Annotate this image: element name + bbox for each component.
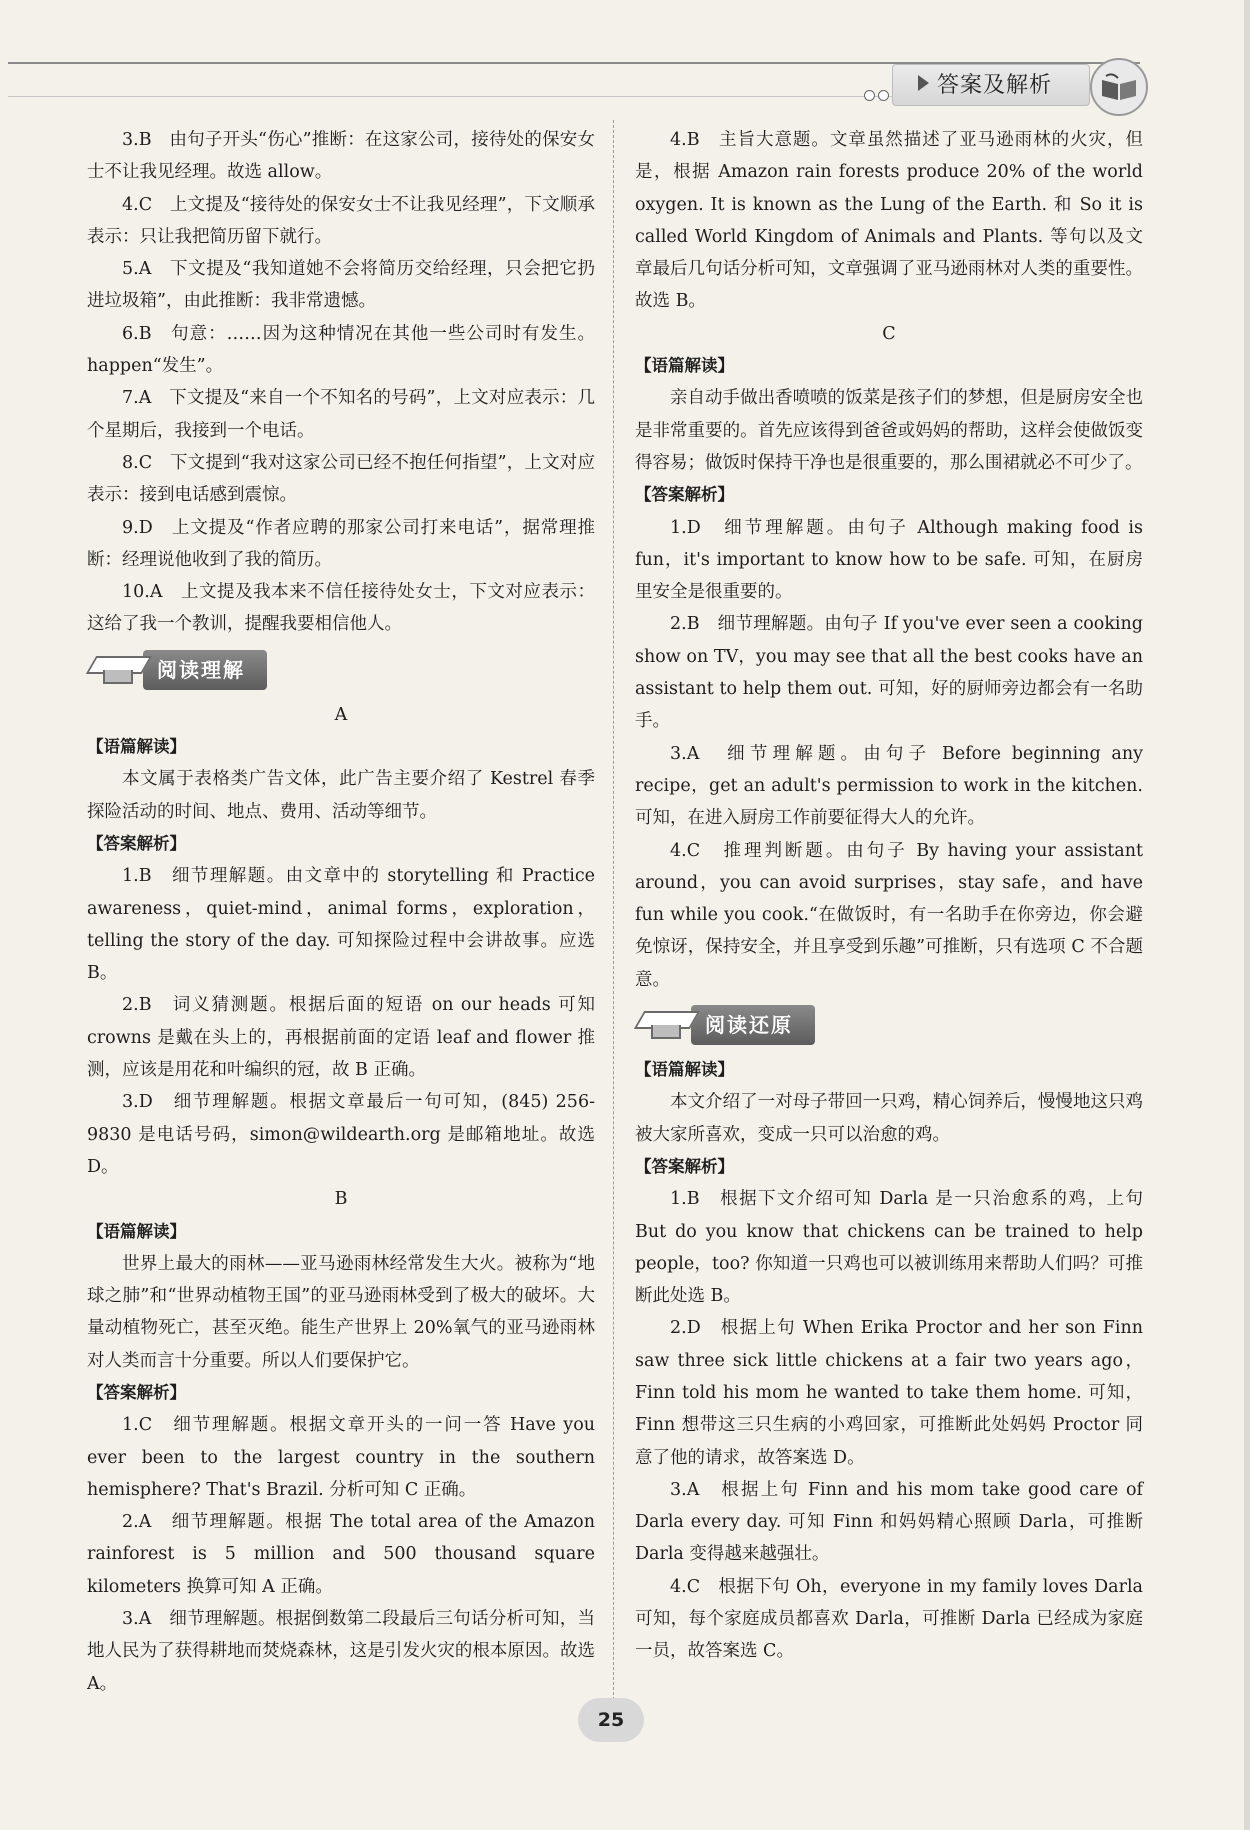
discourse-heading: 【语篇解读】 [635, 356, 734, 376]
answer-paragraph: 9.D 上文提及“作者应聘的那家公司打来电话”，据常理推断：经理说他收到了我的简历。 [87, 517, 595, 570]
header-rule-thin [8, 96, 950, 97]
answer-paragraph: 3.D 细节理解题。根据文章最后一句可知，(845) 256-9830 是电话号码，simon@wildearth.org 是邮箱地址。故选 D。 [87, 1092, 595, 1177]
answer-paragraph: 6.B 句意：……因为这种情况在其他一些公司时有发生。happen“发生”。 [87, 323, 595, 377]
section-letter: A [334, 704, 348, 725]
answer-paragraph: 3.A 细节理解题。由句子 Before beginning any recipe，get an adult's permission to work in the kitchen. 可知，在进入厨房工作前要征得大人的允许。 [635, 743, 1143, 829]
graduation-cap-icon [87, 650, 149, 690]
left-column [87, 124, 595, 1700]
answer-paragraph: 1.B 根据下文介绍可知 Darla 是一只治愈系的鸡，上句 But do you know that chickens can be trained to help people，too? 你知道一只鸡也可以被训练用来帮助人们吗？可推断此处选 B。 [635, 1189, 1143, 1307]
page-number: 25 [578, 1698, 644, 1742]
column-divider [613, 120, 614, 1710]
answer-paragraph: 3.A 细节理解题。根据倒数第二段最后三句话分析可知，当地人民为了获得耕地而焚烧森林，这是引发火灾的根本原因。故选 A。 [87, 1609, 595, 1694]
discourse-heading: 【语篇解读】 [87, 737, 186, 757]
answer-paragraph: 2.A 细节理解题。根据 The total area of the Amazon rainforest is 5 million and 500 thousand square kilometers 换算可知 A 正确。 [87, 1512, 595, 1597]
header-title: 答案及解析 [937, 73, 1053, 98]
answer-heading: 【答案解析】 [87, 833, 186, 853]
answer-paragraph: 4.C 根据下句 Oh，everyone in my family loves Darla 可知，每个家庭成员都喜欢 Darla，可推断 Darla 已经成为家庭一员，故答案选 C。 [635, 1576, 1143, 1662]
answer-paragraph: 4.C 推理判断题。由句子 By having your assistant around，you can avoid surprises，stay safe，and have fun while you cook.“在做饭时，有一名助手在你旁边，你会避免惊讶，保持安全，并且享受到乐趣”可推断，只有选项 C 不合题意。 [635, 840, 1143, 990]
right-column [635, 124, 1143, 1668]
section-banner-reading [87, 647, 595, 693]
answer-paragraph: 1.C 细节理解题。根据文章开头的一问一答 Have you ever been to the largest country in the southern hemisphere? That's Brazil. 分析可知 C 正确。 [87, 1415, 595, 1500]
discourse-heading: 【语篇解读】 [87, 1221, 186, 1241]
section-banner-restore [635, 1002, 1143, 1048]
banner-label: 阅读还原 [691, 1005, 815, 1045]
answer-heading: 【答案解析】 [635, 485, 734, 505]
section-letter: C [882, 323, 896, 344]
answer-paragraph: 2.B 词义猜测题。根据后面的短语 on our heads 可知 crowns 是戴在头上的，再根据前面的定语 leaf and flower 推测，应该是用花和叶编织的冠，故 B 正确。 [87, 995, 595, 1081]
book-icon [1090, 58, 1148, 116]
banner-label: 阅读理解 [143, 650, 267, 690]
scan-edge [1244, 0, 1250, 1830]
discourse-heading: 【语篇解读】 [635, 1060, 734, 1080]
answer-paragraph: 5.A 下文提及“我知道她不会将简历交给经理，只会把它扔进垃圾箱”，由此推断：我非常遗憾。 [87, 259, 595, 312]
passage-summary: 亲自动手做出香喷喷的饭菜是孩子们的梦想，但是厨房安全也是非常重要的。首先应该得到爸爸或妈妈的帮助，这样会使做饭变得容易；做饭时保持干净也是很重要的，那么围裙就必不可少了。 [635, 388, 1143, 473]
answer-paragraph: 3.B 由句子开头“伤心”推断：在这家公司，接待处的保安女士不让我见经理。故选 allow。 [87, 130, 595, 183]
graduation-cap-icon [635, 1005, 697, 1045]
answer-paragraph: 8.C 下文提到“我对这家公司已经不抱任何指望”，上文对应表示：接到电话感到震惊。 [87, 452, 595, 506]
passage-summary: 世界上最大的雨林——亚马逊雨林经常发生大火。被称为“地球之肺”和“世界动植物王国”的亚马逊雨林受到了极大的破坏。大量动植物死亡，甚至灭绝。能生产世界上 20%氧气的亚马逊雨林对人类而言十分重要。所以人们要保护它。 [87, 1253, 595, 1371]
triangle-arrow-icon [918, 75, 929, 91]
answer-paragraph: 2.D 根据上句 When Erika Proctor and her son Finn saw three sick little chickens at a fair two years ago，Finn told his mom he wanted to take them home. 可知，Finn 想带这三只生病的小鸡回家，可推断此处妈妈 Proctor 同意了他的请求，故答案选 D。 [635, 1318, 1143, 1468]
answer-paragraph: 2.B 细节理解题。由句子 If you've ever seen a cooking show on TV，you may see that all the best cooks have an assistant to help them out. 可知，好的厨师旁边都会有一名助手。 [635, 614, 1143, 732]
answer-paragraph: 4.C 上文提及“接待处的保安女士不让我见经理”，下文顺承表示：只让我把简历留下就行。 [87, 194, 595, 247]
passage-summary: 本文属于表格类广告文体，此广告主要介绍了 Kestrel 春季探险活动的时间、地点、费用、活动等细节。 [87, 769, 595, 822]
answer-paragraph: 4.B 主旨大意题。文章虽然描述了亚马逊雨林的火灾，但是，根据 Amazon rain forests produce 20% of the world oxygen. It is known as the Lung of the Earth. 和 So it is called World Kingdom of Animals and Plants. 等句以及文章最后几句话分析可知，文章强调了亚马逊雨林对人类的重要性。故选 B。 [635, 130, 1143, 312]
answer-paragraph: 3.A 根据上句 Finn and his mom take good care of Darla every day. 可知 Finn 和妈妈精心照顾 Darla，可推断 Darla 变得越来越强壮。 [635, 1479, 1143, 1565]
answer-heading: 【答案解析】 [635, 1156, 734, 1176]
passage-summary: 本文介绍了一对母子带回一只鸡，精心饲养后，慢慢地这只鸡被大家所喜欢，变成一只可以治愈的鸡。 [635, 1092, 1143, 1145]
answer-paragraph: 10.A 上文提及我本来不信任接待处女士，下文对应表示：这给了我一个教训，提醒我要相信他人。 [87, 582, 595, 635]
answer-paragraph: 7.A 下文提及“来自一个不知名的号码”，上文对应表示：几个星期后，我接到一个电话。 [87, 388, 595, 441]
answer-heading: 【答案解析】 [87, 1382, 186, 1402]
answer-paragraph: 1.D 细节理解题。由句子 Although making food is fun，it's important to know how to be safe. 可知，在厨房里安全是很重要的。 [635, 517, 1143, 603]
answer-paragraph: 1.B 细节理解题。由文章中的 storytelling 和 Practice awareness，quiet-mind，animal forms，exploration，telling the story of the day. 可知探险过程中会讲故事。应选 B。 [87, 866, 595, 984]
section-letter: B [334, 1189, 348, 1210]
